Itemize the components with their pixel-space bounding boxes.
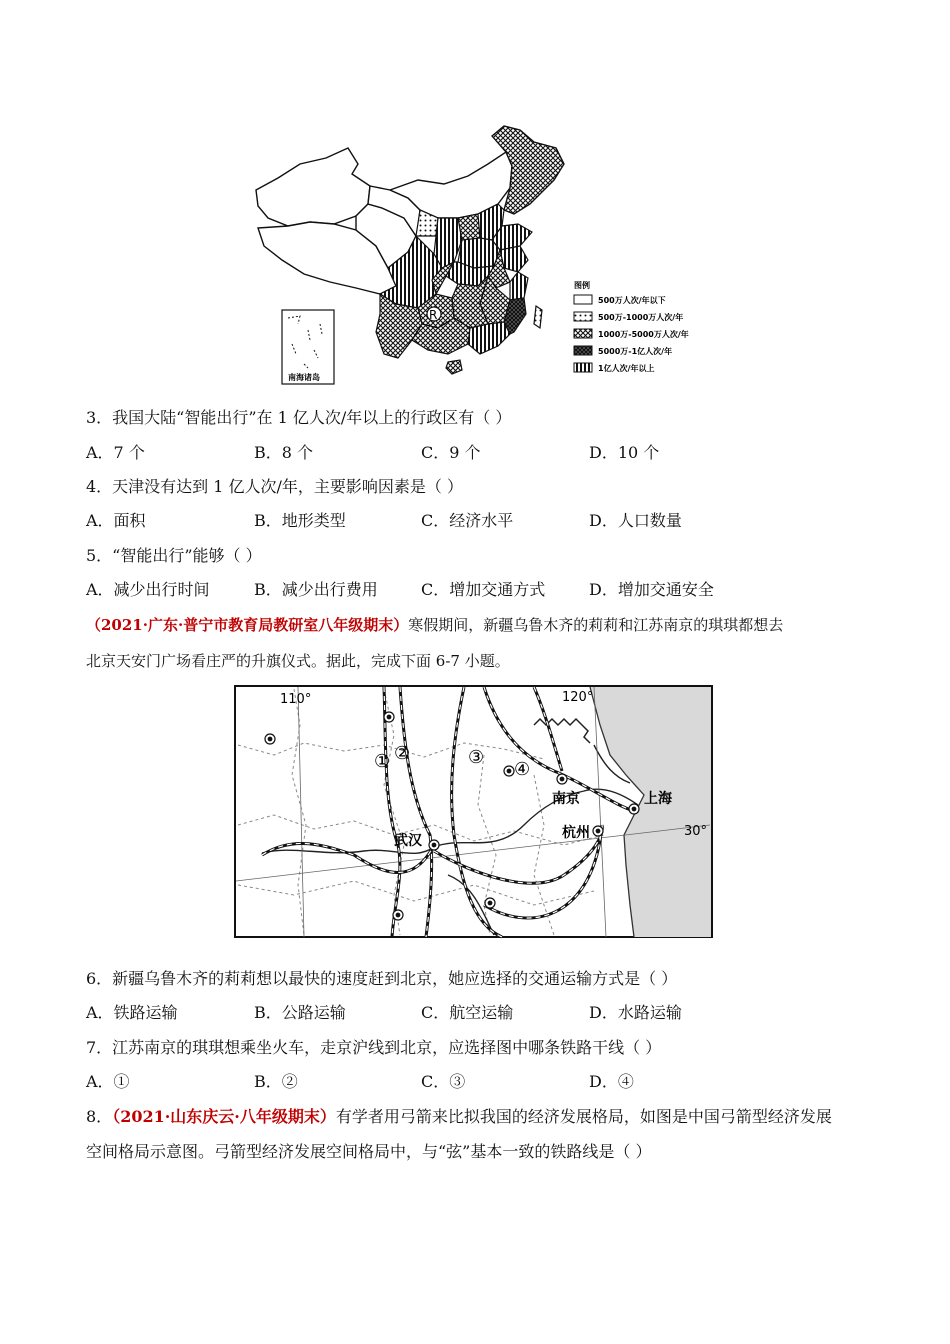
intro-6-7-line-1 — [86, 614, 783, 636]
q6-option-b[interactable]: B．公路运输 — [254, 1003, 346, 1022]
q6-option-d[interactable]: D．水路运输 — [589, 1003, 682, 1022]
region-guangdong — [468, 322, 510, 354]
q6-option-c[interactable]: C．航空运输 — [421, 1003, 514, 1022]
intro-6-7-source: （2021·广东·普宁市教育局教研室八年级期末） — [86, 616, 409, 634]
q7-option-a[interactable]: A．① — [86, 1072, 130, 1091]
railway-marker-4: ④ — [514, 759, 531, 780]
q5-option-a[interactable]: A．减少出行时间 — [86, 580, 210, 599]
question-7-stem: 7．江苏南京的琪琪想乘坐火车，走京沪线到北京，应选择图中哪条铁路干线（ ） — [86, 1038, 662, 1057]
railway-marker-1: ① — [374, 751, 391, 772]
question-6-stem: 6．新疆乌鲁木齐的莉莉想以最快的速度赶到北京，她应选择的交通运输方式是（ ） — [86, 969, 678, 988]
q4-option-a[interactable]: A．面积 — [86, 511, 146, 530]
intro-6-7-text-1: 寒假期间，新疆乌鲁木齐的莉莉和江苏南京的琪琪都想去 — [408, 616, 784, 634]
city-hangzhou: 杭州 — [562, 825, 590, 841]
q4-option-d[interactable]: D．人口数量 — [589, 511, 682, 530]
inset-label: 南海诸岛 — [288, 373, 320, 382]
q3-option-c[interactable]: C．9 个 — [421, 443, 481, 462]
lat-label-30: 30° — [684, 824, 708, 839]
railway-marker-3: ③ — [468, 747, 485, 768]
q8-text-1: 有学者用弓箭来比拟我国的经济发展格局，如图是中国弓箭型经济发展 — [335, 1107, 832, 1126]
q6-option-a[interactable]: A．铁路运输 — [86, 1003, 178, 1022]
q3-option-a[interactable]: A．7 个 — [86, 443, 145, 462]
q7-option-d[interactable]: D．④ — [589, 1072, 634, 1091]
legend-item-2: 500万-1000万人次/年 — [598, 313, 684, 322]
intro-6-7-line-2: 北京天安门广场看庄严的升旗仪式。据此，完成下面 6-7 小题。 — [86, 652, 510, 670]
q3-option-d[interactable]: D．10 个 — [589, 443, 660, 462]
region-taiwan — [534, 306, 542, 328]
city-shanghai: 上海 — [644, 791, 672, 807]
legend-item-4: 5000万-1亿人次/年 — [598, 347, 673, 356]
region-henan — [458, 238, 500, 268]
china-travel-map — [248, 118, 708, 390]
region-hainan — [446, 360, 462, 374]
city-wuhan: 武汉 — [394, 833, 422, 849]
q4-option-b[interactable]: B．地形类型 — [254, 511, 346, 530]
question-4-stem: 4．天津没有达到 1 亿人次/年，主要影响因素是（ ） — [86, 477, 464, 496]
railway-map — [234, 685, 714, 939]
lon-label-110: 110° — [280, 692, 312, 707]
map-legend — [574, 280, 689, 373]
q5-option-b[interactable]: B．减少出行费用 — [254, 580, 378, 599]
question-8-line-1 — [86, 1106, 832, 1128]
q8-source: （2021·山东庆云·八年级期末） — [112, 1107, 336, 1126]
q7-option-b[interactable]: B．② — [254, 1072, 298, 1091]
question-5-stem: 5．“智能出行”能够（ ） — [86, 546, 262, 565]
city-nanjing: 南京 — [552, 791, 580, 807]
q5-option-c[interactable]: C．增加交通方式 — [421, 580, 546, 599]
region-xinjiang — [256, 148, 370, 226]
railway-marker-2: ② — [394, 743, 411, 764]
q7-option-c[interactable]: C．③ — [421, 1072, 466, 1091]
q4-option-c[interactable]: C．经济水平 — [421, 511, 514, 530]
region-zhejiang — [510, 272, 528, 300]
legend-item-1: 500万人次/年以下 — [598, 296, 666, 305]
q8-number: 8． — [86, 1107, 113, 1126]
marker-r: R — [429, 308, 438, 322]
lon-label-120: 120° — [562, 690, 594, 705]
question-8-line-2: 空间格局示意图。弓箭型经济发展空间格局中，与“弦”基本一致的铁路线是（ ） — [86, 1142, 652, 1161]
legend-item-5: 1亿人次/年以上 — [598, 364, 655, 373]
q3-option-b[interactable]: B．8 个 — [254, 443, 314, 462]
q5-option-d[interactable]: D．增加交通安全 — [589, 580, 714, 599]
legend-title: 图例 — [574, 281, 590, 290]
legend-item-3: 1000万-5000万人次/年 — [598, 330, 689, 339]
question-3-stem: 3．我国大陆“智能出行”在 1 亿人次/年以上的行政区有（ ） — [86, 408, 512, 427]
